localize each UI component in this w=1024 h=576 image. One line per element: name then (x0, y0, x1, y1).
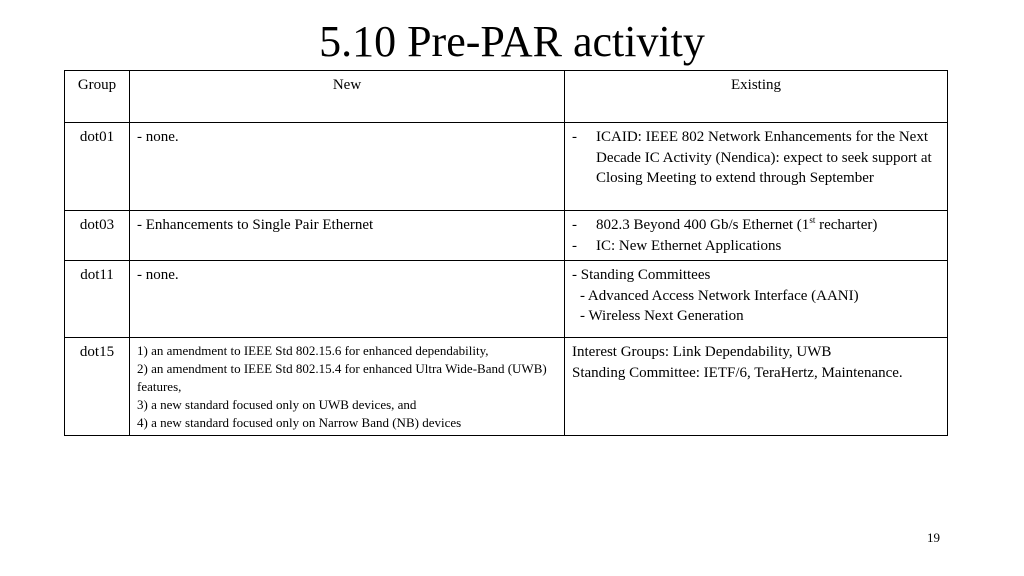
new-item: - none. (137, 129, 179, 145)
new-cell (130, 338, 565, 436)
existing-line: Standing Committee: IETF/6, TeraHertz, Maintenance. (572, 364, 903, 381)
bullet-dash: - (572, 129, 577, 145)
new-cell (130, 211, 565, 261)
existing-line: Interest Groups: Link Dependability, UWB (572, 344, 832, 360)
bullet-dash: - (572, 237, 577, 254)
existing-item (572, 215, 940, 236)
table-row (65, 211, 948, 261)
existing-item-text-tail: recharter) (815, 217, 878, 233)
table-row (65, 123, 948, 211)
new-item: 3) a new standard focused only on UWB devices, and (137, 397, 417, 412)
new-item: 1) an amendment to IEEE Std 802.15.6 for enhanced dependability, (137, 343, 489, 358)
existing-cell (565, 123, 948, 211)
existing-cell (565, 338, 948, 436)
table-header-row (65, 71, 948, 123)
pre-par-table (64, 70, 948, 436)
group-cell: dot15 (65, 338, 130, 436)
existing-item-text: IC: New Ethernet Applications (596, 237, 782, 254)
existing-item (572, 236, 940, 257)
existing-cell (565, 211, 948, 261)
group-cell: dot01 (65, 123, 130, 211)
existing-item-text (596, 215, 940, 236)
existing-line: - Standing Committees (572, 267, 711, 283)
page-number: 19 (927, 530, 940, 545)
existing-item (572, 127, 940, 189)
existing-item-text-main: 802.3 Beyond 400 Gb/s Ethernet (1 (596, 217, 810, 233)
existing-line: - Advanced Access Network Interface (AANI) (580, 287, 859, 304)
table-row (65, 261, 948, 338)
new-item: - Enhancements to Single Pair Ethernet (137, 217, 374, 233)
header-group: Group (65, 71, 130, 123)
bullet-dash: - (572, 217, 577, 233)
new-item: 2) an amendment to IEEE Std 802.15.4 for enhanced Ultra Wide-Band (UWB) features, (137, 361, 547, 394)
existing-cell (565, 261, 948, 338)
slide-title: 5.10 Pre-PAR activity (319, 17, 705, 66)
new-item: - none. (137, 267, 179, 283)
header-existing: Existing (565, 71, 948, 123)
new-cell (130, 261, 565, 338)
table-row (65, 338, 948, 436)
group-cell: dot11 (65, 261, 130, 338)
ordinal-superscript: st (809, 215, 816, 225)
existing-line: - Wireless Next Generation (580, 308, 744, 324)
new-item: 4) a new standard focused only on Narrow Band (NB) devices (137, 415, 462, 430)
group-cell: dot03 (65, 211, 130, 261)
existing-item-text: ICAID: IEEE 802 Network Enhancements for the Next Decade IC Activity (Nendica): expect to seek support at Closing Meeting to extend through September (596, 129, 932, 186)
header-new: New (130, 71, 565, 123)
new-cell (130, 123, 565, 211)
